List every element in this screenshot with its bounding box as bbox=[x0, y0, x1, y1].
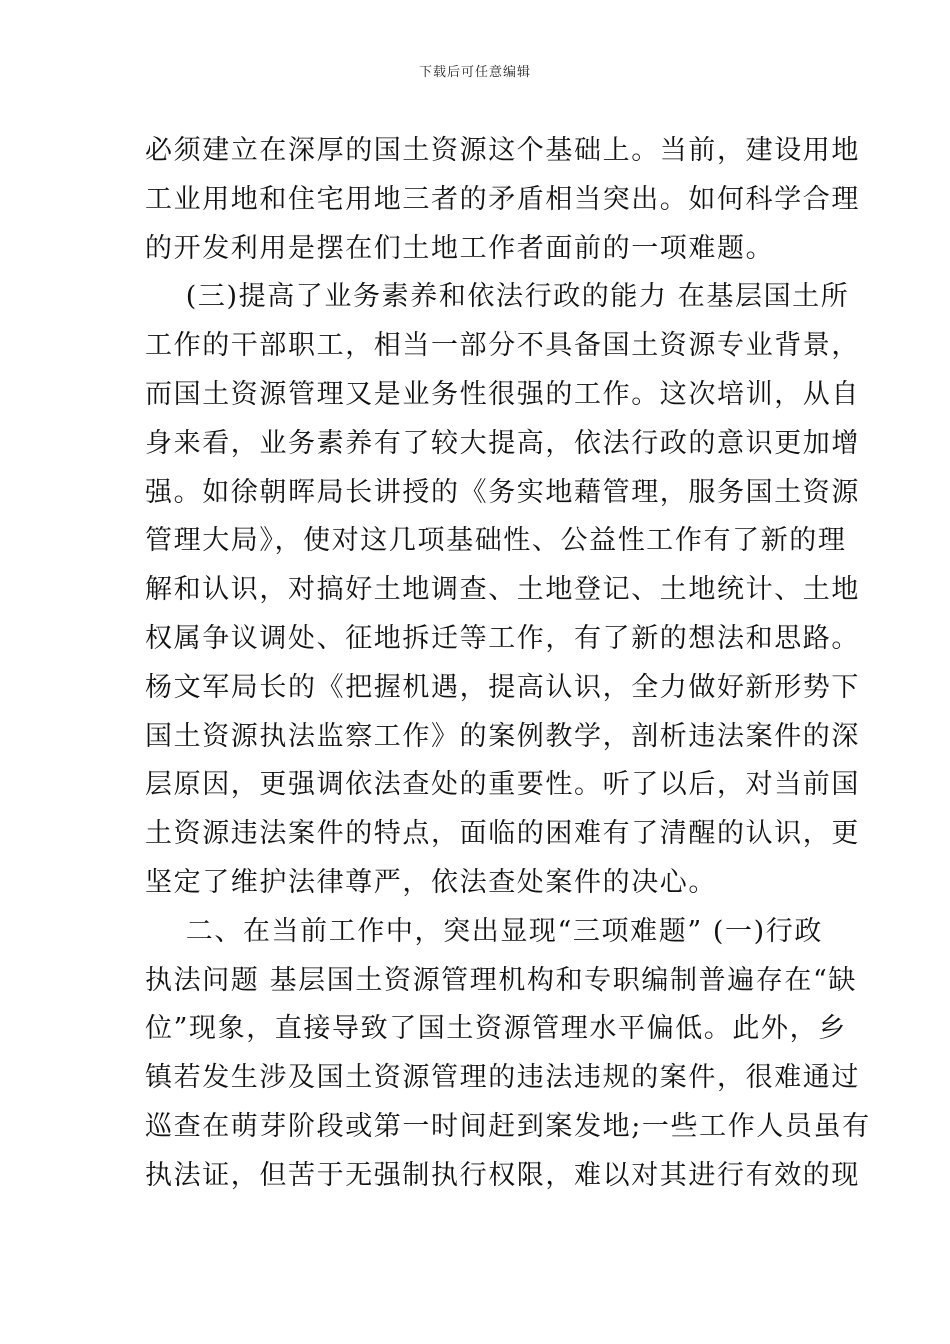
text-line: 强。如徐朝晖局长讲授的《务实地藉管理，服务国土资源 bbox=[145, 476, 860, 508]
text-line: 的开发利用是摆在们土地工作者面前的一项难题。 bbox=[145, 232, 775, 264]
text-line: (三)提高了业务素养和依法行政的能力 在基层国土所 bbox=[145, 281, 850, 313]
text-line: 而国土资源管理又是业务性很强的工作。这次培训，从自 bbox=[145, 378, 860, 410]
text-line: 必须建立在深厚的国土资源这个基础上。当前，建设用地 bbox=[145, 135, 860, 166]
document-body bbox=[145, 127, 871, 1201]
page-header: 下载后可任意编辑 bbox=[418, 65, 531, 80]
text-line: 管理大局》，使对这几项基础性、公益性工作有了新的理 bbox=[145, 525, 847, 557]
text-line: 解和认识，对搞好土地调查、土地登记、土地统计、土地 bbox=[145, 574, 860, 606]
text-line: 二、在当前工作中，突出显现“三项难题” (一)行政 bbox=[145, 915, 823, 947]
text-line: 层原因，更强调依法查处的重要性。听了以后，对当前国 bbox=[145, 769, 860, 801]
text-line: 镇若发生涉及国土资源管理的违法违规的案件，很难通过 bbox=[145, 1062, 860, 1094]
text-line: 国土资源执法监察工作》的案例教学，剖析违法案件的深 bbox=[145, 720, 860, 752]
text-line: 位”现象，直接导致了国土资源管理水平偏低。此外，乡 bbox=[145, 1013, 847, 1045]
text-line: 执法证，但苦于无强制执行权限，难以对其进行有效的现 bbox=[145, 1159, 860, 1191]
text-line: 坚定了维护法律尊严，依法查处案件的决心。 bbox=[145, 866, 717, 898]
text-line: 执法问题 基层国土资源管理机构和专职编制普遍存在“缺 bbox=[145, 964, 857, 996]
text-line: 权属争议调处、征地拆迁等工作，有了新的想法和思路。 bbox=[145, 622, 860, 654]
text-line: 巡查在萌芽阶段或第一时间赶到案发地;一些工作人员虽有 bbox=[145, 1110, 871, 1142]
text-line: 土资源违法案件的特点，面临的困难有了清醒的认识，更 bbox=[145, 818, 860, 850]
text-line: 杨文军局长的《把握机遇，提高认识，全力做好新形势下 bbox=[145, 671, 860, 703]
text-line: 身来看，业务素养有了较大提高，依法行政的意识更加增 bbox=[145, 427, 860, 459]
text-line: 工作的干部职工，相当一部分不具备国土资源专业背景， bbox=[145, 330, 860, 362]
text-line: 工业用地和住宅用地三者的矛盾相当突出。如何科学合理 bbox=[145, 183, 860, 215]
